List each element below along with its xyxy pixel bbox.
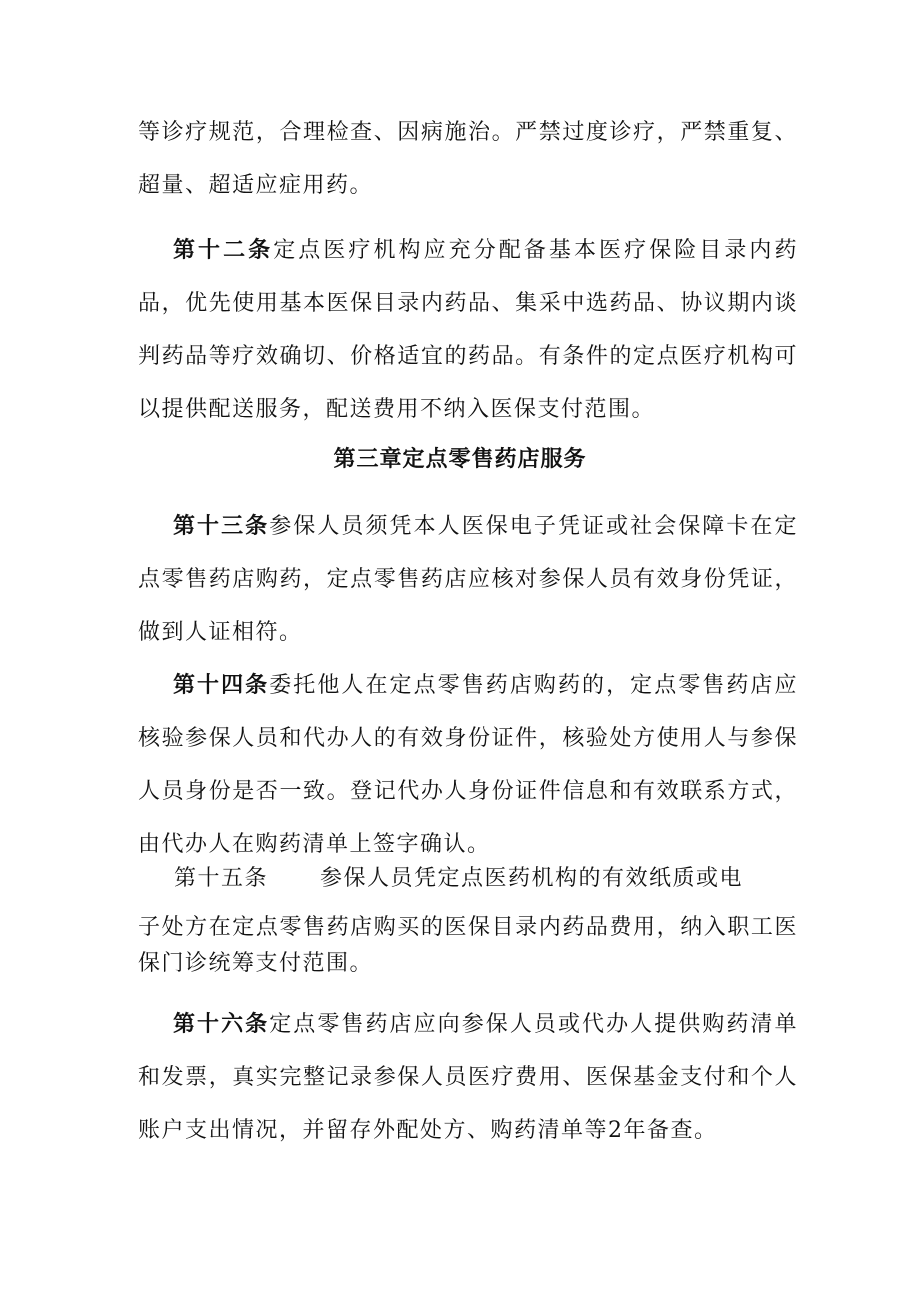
article-15-heading	[174, 861, 743, 897]
article-number: 第十三条	[173, 513, 270, 539]
article-number: 第十四条	[173, 672, 270, 698]
article-14	[138, 659, 798, 871]
article-15-body	[138, 910, 798, 982]
article-number: 第十六条	[173, 1011, 270, 1037]
article-text: 委托他人在定点零售药店购药的，定点零售药店应核验参保人员和代办人的有效身份证件，核验处方使用人与参保人员身份是否一致。登记代办人身份证件信息和有效联系方式，由代办人在购药清单上签字确认。	[138, 673, 798, 857]
paragraph-text: 等诊疗规范，合理检查、因病施治。严禁过度诊疗，严禁重复、超量、超适应症用药。	[138, 120, 798, 198]
article-number: 第十五条	[174, 866, 269, 891]
article-text: 参保人员须凭本人医保电子凭证或社会保障卡在定点零售药店购药，定点零售药店应核对参保人员有效身份凭证，做到人证相符。	[138, 514, 798, 645]
article-16	[138, 998, 798, 1157]
paragraph-continuation	[138, 106, 798, 212]
chapter-title: 第三章定点零售药店服务	[333, 446, 587, 472]
article-text: 子处方在定点零售药店购买的医保目录内药品费用，纳入职工医保门诊统筹支付范围。	[138, 915, 798, 976]
article-12	[138, 224, 798, 436]
article-text-line1: 参保人员凭定点医药机构的有效纸质或电	[320, 866, 744, 891]
article-text: 定点零售药店应向参保人员或代办人提供购药清单和发票，真实完整记录参保人员医疗费用、医保基金支付和个人账户支出情况，并留存外配处方、购药清单等2年备查。	[138, 1012, 798, 1143]
article-text: 定点医疗机构应充分配备基本医疗保险目录内药品，优先使用基本医保目录内药品、集采中选药品、协议期内谈判药品等疗效确切、价格适宜的药品。有条件的定点医疗机构可以提供配送服务，配送费用不纳入医保支付范围。	[138, 238, 798, 422]
article-number: 第十二条	[173, 237, 274, 263]
article-13	[138, 500, 798, 659]
